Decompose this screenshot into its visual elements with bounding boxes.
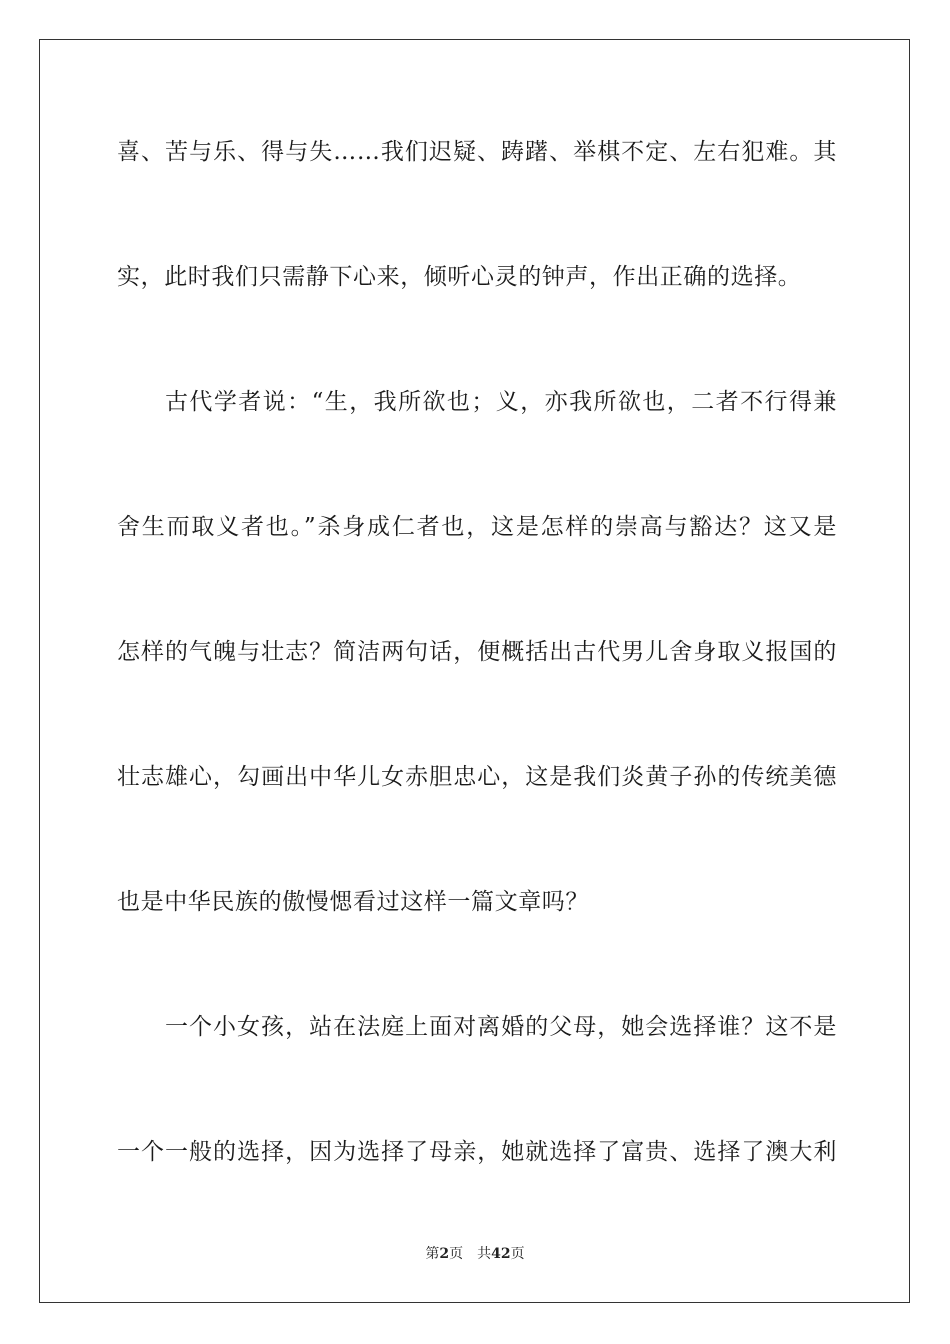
paragraph-start-line: 一个小女孩，站在法庭上面对离婚的父母，她会选择谁？这不是 bbox=[165, 1014, 837, 1040]
text-line-7: 也是中华民族的傲慢愢看过这样一篇文章吗？ bbox=[117, 889, 589, 915]
page-footer bbox=[0, 1245, 950, 1263]
text-line-2: 实，此时我们只需静下心来，倾听心灵的钟声，作出正确的选择。 bbox=[117, 264, 802, 290]
total-pages: 42 bbox=[491, 1246, 511, 1262]
text-line-5: 怎样的气魄与壮志？简洁两句话，便概括出古代男儿舍身取义报国的 bbox=[117, 639, 837, 665]
text-line-4: 舍生而取义者也。”杀身成仁者也，这是怎样的崇高与豁达？这又是 bbox=[117, 514, 837, 540]
page-number: 2 bbox=[439, 1246, 450, 1262]
paragraph-start-line: 古代学者说：“生，我所欲也；义，亦我所欲也，二者不行得兼 bbox=[165, 389, 837, 415]
text-line-6: 壮志雄心，勾画出中华儿女赤胆忠心，这是我们炎黄子孙的传统美德 bbox=[117, 764, 837, 790]
page-suffix: 页 bbox=[449, 1246, 464, 1262]
text-line-1: 喜、苦与乐、得与失……我们迟疑、踌躇、举棋不定、左右犯难。其 bbox=[117, 139, 837, 165]
total-suffix: 页 bbox=[510, 1246, 525, 1262]
page-prefix: 第 bbox=[425, 1246, 440, 1262]
text-line-9: 一个一般的选择，因为选择了母亲，她就选择了富贵、选择了澳大利 bbox=[117, 1139, 837, 1165]
total-prefix: 共 bbox=[477, 1246, 492, 1262]
page-border bbox=[39, 39, 910, 1303]
